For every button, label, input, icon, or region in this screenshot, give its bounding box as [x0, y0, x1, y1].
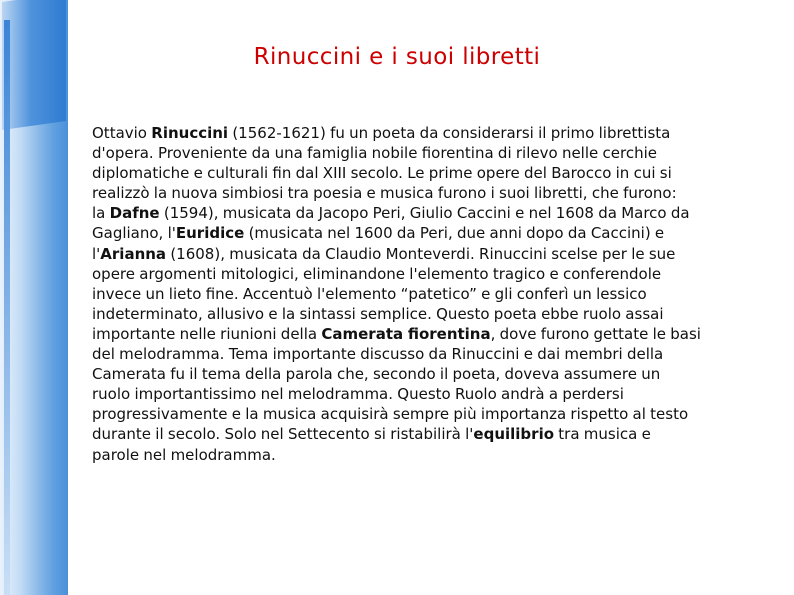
text-line [92, 244, 764, 264]
text-run: Ottavio [92, 124, 152, 142]
text-line [92, 424, 764, 444]
text-line [92, 344, 764, 364]
text-line [92, 304, 764, 324]
text-run: la [92, 204, 110, 223]
text-run: , dove furono gettate le basi [490, 324, 701, 343]
text-line [92, 324, 764, 344]
text-run: indeterminato, allusivo e la sintassi semplice. Questo poeta ebbe ruolo assai [92, 304, 664, 323]
text-run: ruolo importantissimo nel melodramma. Questo Ruolo andrà a perdersi [92, 385, 624, 404]
text-run: (1594), musicata da Jacopo Peri, Giulio Caccini e nel 1608 da Marco da [159, 204, 690, 223]
bold-term: Dafne [109, 204, 160, 223]
text-run: Gagliano, l' [92, 224, 176, 243]
text-line [92, 284, 764, 304]
bold-term: Camerata fiorentina [321, 324, 491, 343]
bold-term: Euridice [175, 224, 245, 243]
text-run: d'opera. Proveniente da una famiglia nobile fiorentina di rilevo nelle cerchie [92, 144, 657, 163]
text-run: durante il secolo. Solo nel Settecento si ristabilirà l' [92, 425, 474, 444]
text-run: realizzò la nuova simbiosi tra poesia e musica furono i suoi libretti, che furono: [92, 184, 677, 203]
band-stripe [4, 20, 10, 595]
text-line [92, 183, 764, 203]
text-run: diplomatiche e culturali fin dal XIII secolo. Le prime opere del Barocco in cui si [92, 164, 672, 183]
bold-term: Arianna [100, 244, 167, 263]
text-run: tra musica e [554, 425, 651, 444]
text-run: (1608), musicata da Claudio Monteverdi. Rinuccini scelse per le sue [166, 244, 676, 263]
text-line [92, 264, 764, 284]
text-run: Camerata fu il tema della parola che, secondo il poeta, doveva assumere un [92, 365, 661, 384]
text-line [92, 445, 764, 465]
text-line [92, 163, 764, 183]
bold-term: Rinuccini [151, 124, 229, 142]
text-run: progressivamente e la musica acquisirà sempre più importanza rispetto al testo [92, 405, 689, 424]
text-run: parole nel melodramma. [92, 445, 276, 464]
text-run: (musicata nel 1600 da Peri, due anni dopo da Caccini) e [244, 224, 665, 243]
bold-term: equilibrio [473, 425, 555, 444]
text-line [92, 364, 764, 384]
decorative-side-band [0, 0, 68, 595]
text-run: l' [92, 244, 101, 263]
text-line [92, 203, 764, 223]
text-run: invece un lieto fine. Accentuò l'elemento “patetico” e gli conferì un lessico [92, 284, 647, 303]
text-run: opere argomenti mitologici, eliminandone l'elemento tragico e conferendole [92, 264, 662, 283]
text-run: del melodramma. Tema importante discusso da Rinuccini e dai membri della [92, 345, 664, 364]
slide-title: Rinuccini e i suoi libretti [253, 44, 541, 70]
text-run: (1562-1621) fu un poeta da considerarsi il primo librettista [228, 124, 671, 142]
text-line [92, 223, 764, 243]
text-line [92, 123, 764, 143]
text-line [92, 143, 764, 163]
text-run: importante nelle riunioni della [92, 324, 322, 343]
text-line [92, 384, 764, 404]
text-line [92, 404, 764, 424]
slide-body-text [92, 123, 764, 465]
